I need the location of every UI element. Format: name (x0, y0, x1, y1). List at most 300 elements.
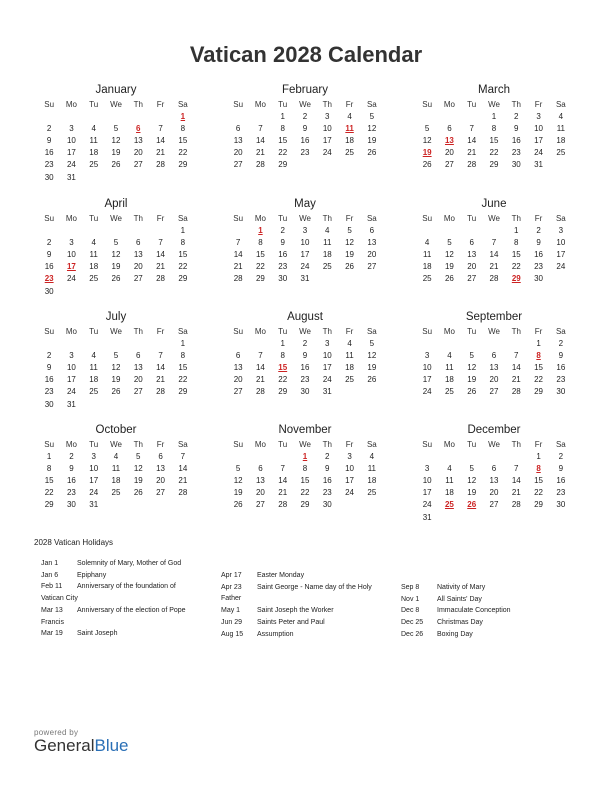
calendar-date: 16 (44, 375, 54, 385)
calendar-date: 6 (235, 351, 241, 361)
calendar-date: 6 (158, 452, 163, 462)
calendar-date: 15 (300, 476, 310, 486)
calendar-date: 12 (345, 238, 355, 248)
calendar-date: 13 (233, 136, 243, 146)
calendar-date: 4 (347, 112, 352, 122)
empty-cell (272, 451, 294, 463)
empty-cell (149, 338, 171, 350)
weekday-header: Sa (555, 440, 566, 449)
calendar-date: 23 (44, 387, 54, 397)
calendar-date: 22 (44, 488, 54, 498)
calendar-date: 3 (347, 452, 352, 462)
calendar-date: 27 (489, 500, 499, 510)
calendar-date: 4 (558, 112, 564, 122)
calendar-date: 26 (133, 488, 143, 498)
calendar-date: 26 (444, 274, 454, 284)
calendar-date: 5 (235, 464, 241, 474)
calendar-date: 29 (534, 500, 544, 510)
calendar-date: 17 (66, 148, 76, 158)
month-july (38, 310, 194, 411)
weekday-header: Fr (156, 214, 165, 223)
calendar-date: 14 (178, 464, 188, 474)
calendar-date: 19 (367, 363, 377, 373)
calendar-date: 27 (467, 274, 477, 284)
calendar-date: 25 (367, 488, 377, 498)
calendar-date: 11 (367, 464, 376, 474)
empty-cell (127, 338, 149, 350)
calendar-date: 10 (422, 363, 432, 373)
empty-cell (461, 338, 483, 350)
weekday-header: Su (44, 440, 55, 449)
calendar-date: 3 (424, 351, 430, 361)
calendar-date: 18 (422, 262, 432, 272)
calendar-date: 20 (489, 375, 499, 385)
brand-general: General (34, 736, 95, 755)
calendar-date: 8 (491, 124, 497, 134)
calendar-date: 16 (278, 250, 288, 260)
footer (34, 728, 129, 755)
calendar-date: 7 (280, 464, 285, 474)
generalblue-logo[interactable] (34, 737, 129, 755)
calendar-date: 10 (66, 363, 76, 373)
calendar-date: 4 (369, 452, 375, 462)
calendar-date: 17 (89, 476, 99, 486)
calendar-date: 8 (302, 464, 308, 474)
calendar-date: 17 (300, 250, 310, 260)
holidays-title: 2028 Vatican Holidays (34, 538, 114, 547)
calendar-date: 14 (511, 476, 521, 486)
calendar-date: 10 (66, 136, 76, 146)
weekday-header: We (110, 100, 122, 109)
calendar-date: 14 (255, 136, 265, 146)
calendar-date: 30 (44, 399, 54, 409)
calendar-date: 22 (255, 262, 265, 272)
calendar-date: 12 (133, 464, 143, 474)
calendar-date: 23 (300, 148, 310, 158)
calendar-date: 27 (489, 387, 499, 397)
calendar-date: 24 (322, 148, 332, 158)
weekday-header: Th (511, 214, 521, 223)
weekday-header: Th (322, 327, 332, 336)
weekday-header: Tu (89, 214, 99, 223)
calendar-date: 20 (467, 262, 477, 272)
calendar-date: 31 (322, 387, 332, 397)
calendar-date: 24 (345, 488, 355, 498)
weekday-header: Th (133, 100, 143, 109)
calendar-date: 28 (178, 488, 188, 498)
calendar-date: 3 (558, 226, 564, 236)
weekday-header: Fr (345, 327, 354, 336)
holiday-name: Assumption (257, 630, 294, 638)
calendar-date: 30 (278, 274, 288, 284)
calendar-date: 4 (424, 238, 430, 248)
weekday-header: Tu (89, 327, 99, 336)
calendar-date: 10 (322, 351, 332, 361)
empty-cell (416, 111, 438, 123)
month-day-grid (416, 326, 572, 399)
month-name: December (467, 424, 521, 436)
weekday-header: Sa (555, 100, 566, 109)
month-name: August (287, 311, 323, 323)
holiday-row (401, 605, 561, 617)
weekday-header: Sa (177, 100, 188, 109)
calendar-date: 26 (111, 387, 121, 397)
calendar-date: 24 (422, 500, 432, 510)
calendar-date: 22 (300, 488, 310, 498)
calendar-date: 20 (133, 262, 143, 272)
calendar-date: 16 (534, 250, 544, 260)
calendar-date: 27 (133, 387, 143, 397)
weekday-header: Su (233, 440, 244, 449)
empty-cell (438, 111, 460, 123)
holiday-date-label: Mar 13 (41, 606, 63, 614)
holiday-date: 1 (180, 112, 186, 122)
weekday-header: Sa (177, 214, 188, 223)
holiday-name (64, 617, 201, 629)
calendar-date: 14 (511, 363, 521, 373)
calendar-date: 8 (46, 464, 52, 474)
empty-cell (438, 451, 460, 463)
weekday-header: Mo (65, 327, 77, 336)
calendar-date: 30 (556, 500, 566, 510)
holiday-date-label: Nov 1 (401, 595, 420, 603)
holiday-row (41, 581, 201, 593)
weekday-header: Sa (177, 440, 188, 449)
calendar-date: 21 (489, 262, 499, 272)
calendar-date: 9 (558, 464, 564, 474)
empty-cell (127, 225, 149, 237)
calendar-date: 5 (113, 351, 119, 361)
calendar-date: 26 (111, 160, 121, 170)
calendar-date: 3 (91, 452, 96, 462)
weekday-header: Su (422, 100, 433, 109)
calendar-date: 9 (536, 238, 541, 248)
calendar-date: 6 (136, 238, 141, 248)
calendar-date: 18 (556, 136, 566, 146)
calendar-date: 2 (325, 452, 330, 462)
holiday-row (221, 605, 381, 617)
calendar-date: 10 (345, 464, 355, 474)
calendar-date: 15 (489, 136, 499, 146)
calendar-date: 26 (367, 148, 377, 158)
calendar-date: 3 (69, 351, 74, 361)
empty-cell (505, 451, 527, 463)
calendar-date: 24 (300, 262, 310, 272)
calendar-date: 17 (345, 476, 355, 486)
month-day-grid (227, 439, 383, 512)
calendar-date: 5 (347, 226, 352, 236)
calendar-date: 7 (158, 238, 163, 248)
calendar-date: 6 (491, 351, 497, 361)
calendar-date: 7 (491, 238, 497, 248)
calendar-date: 25 (345, 375, 355, 385)
calendar-date: 2 (46, 124, 52, 134)
empty-cell (83, 225, 105, 237)
calendar-date: 11 (345, 351, 354, 361)
holiday-row (221, 593, 381, 605)
calendar-date: 1 (180, 339, 186, 349)
holiday-row (41, 593, 201, 605)
calendar-date: 12 (467, 476, 477, 486)
weekday-header: Th (133, 327, 143, 336)
weekday-header: Su (422, 327, 433, 336)
holiday-name: Saint Joseph the Worker (257, 607, 334, 615)
calendar-date: 1 (514, 226, 519, 236)
month-name: October (95, 424, 137, 436)
calendar-date: 21 (255, 148, 265, 158)
calendar-date: 11 (89, 136, 98, 146)
calendar-date: 4 (91, 124, 96, 134)
calendar-date: 5 (469, 351, 474, 361)
holiday-date: 6 (136, 124, 141, 134)
calendar-date: 11 (323, 238, 332, 248)
calendar-date: 13 (133, 363, 143, 373)
calendar-date: 9 (69, 464, 74, 474)
weekday-header: Mo (254, 100, 266, 109)
weekday-header: Th (511, 440, 521, 449)
month-day-grid (416, 439, 572, 524)
calendar-date: 1 (491, 112, 497, 122)
calendar-date: 21 (156, 375, 166, 385)
calendar-date: 20 (233, 375, 243, 385)
weekday-header: Mo (65, 100, 77, 109)
calendar-date: 14 (156, 136, 166, 146)
calendar-date: 9 (558, 351, 564, 361)
calendar-date: 28 (156, 387, 166, 397)
calendar-date: 16 (66, 476, 76, 486)
empty-cell (38, 225, 60, 237)
calendar-date: 21 (511, 375, 521, 385)
calendar-date: 31 (534, 160, 544, 170)
calendar-date: 27 (156, 488, 166, 498)
calendar-date: 30 (44, 286, 54, 296)
weekday-header: Su (44, 100, 55, 109)
weekday-header: Th (511, 327, 521, 336)
calendar-date: 7 (180, 452, 186, 462)
holiday-row (401, 629, 561, 641)
weekday-header: Mo (254, 327, 266, 336)
calendar-date: 16 (556, 363, 566, 373)
calendar-date: 20 (489, 488, 499, 498)
calendar-date: 29 (178, 274, 188, 284)
calendar-date: 7 (469, 124, 474, 134)
holiday-date: 17 (66, 262, 76, 272)
calendar-date: 8 (180, 351, 186, 361)
calendar-date: 25 (345, 148, 355, 158)
calendar-date: 19 (345, 250, 355, 260)
calendar-date: 5 (369, 112, 375, 122)
weekday-header: We (299, 440, 311, 449)
calendar-date: 13 (255, 476, 265, 486)
calendar-date: 23 (556, 488, 566, 498)
calendar-date: 29 (278, 387, 288, 397)
calendar-date: 19 (233, 488, 243, 498)
calendar-date: 20 (367, 250, 377, 260)
calendar-date: 18 (444, 375, 454, 385)
empty-cell (461, 225, 483, 237)
calendar-date: 17 (322, 363, 332, 373)
calendar-date: 26 (367, 375, 377, 385)
calendar-date: 14 (489, 250, 499, 260)
calendar-date: 9 (280, 238, 285, 248)
calendar-date: 2 (69, 452, 74, 462)
weekday-header: Fr (156, 327, 165, 336)
weekday-header: Mo (254, 440, 266, 449)
weekday-header: We (110, 214, 122, 223)
holiday-date: 13 (444, 136, 454, 146)
weekday-header: Mo (254, 214, 266, 223)
calendar-date: 25 (89, 274, 99, 284)
calendar-date: 3 (325, 112, 330, 122)
weekday-header: Tu (467, 100, 477, 109)
calendar-date: 17 (422, 488, 432, 498)
calendar-date: 4 (325, 226, 330, 236)
weekday-header: Fr (534, 327, 543, 336)
holiday-name: Immaculate Conception (437, 607, 511, 615)
calendar-date: 24 (422, 387, 432, 397)
weekday-header: Sa (555, 327, 566, 336)
calendar-date: 2 (536, 226, 541, 236)
calendar-date: 22 (534, 488, 544, 498)
calendar-date: 10 (534, 124, 544, 134)
month-day-grid (227, 99, 383, 172)
weekday-header: Th (133, 214, 143, 223)
weekday-header: We (110, 327, 122, 336)
weekday-header: Th (322, 214, 332, 223)
calendar-date: 23 (44, 160, 54, 170)
calendar-date: 10 (300, 238, 310, 248)
calendar-date: 15 (534, 476, 544, 486)
calendar-date: 15 (511, 250, 521, 260)
calendar-date: 27 (233, 387, 243, 397)
calendar-date: 30 (44, 172, 54, 182)
calendar-date: 12 (111, 363, 121, 373)
calendar-date: 30 (300, 387, 310, 397)
calendar-date: 9 (325, 464, 330, 474)
holiday-row (221, 629, 381, 641)
calendar-date: 22 (278, 148, 288, 158)
calendar-date: 18 (444, 488, 454, 498)
calendar-date: 1 (280, 339, 285, 349)
calendar-date: 7 (258, 351, 263, 361)
holiday-date-label: Dec 26 (401, 630, 424, 638)
calendar-date: 29 (534, 387, 544, 397)
calendar-date: 22 (534, 375, 544, 385)
empty-cell (149, 225, 171, 237)
calendar-date: 19 (111, 375, 121, 385)
calendar-date: 7 (514, 464, 519, 474)
holiday-name (241, 593, 381, 605)
holiday-row (401, 617, 561, 629)
weekday-header: We (488, 214, 500, 223)
holiday-row (41, 605, 201, 617)
holiday-list-col1 (41, 558, 201, 640)
calendar-date: 24 (89, 488, 99, 498)
calendar-date: 9 (46, 136, 52, 146)
weekday-header: Su (233, 214, 244, 223)
holiday-date-label: Feb 11 (41, 583, 63, 591)
calendar-date: 18 (345, 363, 355, 373)
holiday-date: 23 (44, 274, 54, 284)
weekday-header: Sa (366, 214, 377, 223)
calendar-date: 11 (445, 476, 454, 486)
calendar-date: 23 (300, 375, 310, 385)
calendar-date: 28 (255, 160, 265, 170)
calendar-date: 28 (511, 387, 521, 397)
calendar-date: 26 (111, 274, 121, 284)
weekday-header: Tu (89, 100, 99, 109)
calendar-date: 16 (44, 262, 54, 272)
calendar-date: 17 (322, 136, 332, 146)
calendar-date: 15 (178, 136, 188, 146)
holiday-name: Christmas Day (437, 619, 483, 627)
calendar-date: 19 (367, 136, 377, 146)
weekday-header: Tu (89, 440, 99, 449)
weekday-header: Mo (65, 214, 77, 223)
calendar-date: 8 (180, 124, 186, 134)
empty-cell (38, 111, 60, 123)
calendar-date: 5 (113, 238, 119, 248)
calendar-date: 30 (556, 387, 566, 397)
calendar-date: 29 (44, 500, 54, 510)
weekday-header: Tu (278, 214, 288, 223)
calendar-date: 14 (156, 363, 166, 373)
empty-cell (38, 338, 60, 350)
calendar-date: 15 (534, 363, 544, 373)
empty-cell (227, 111, 249, 123)
calendar-date: 16 (44, 148, 54, 158)
holiday-date-label: Vatican City (41, 595, 78, 603)
empty-cell (83, 111, 105, 123)
weekday-header: Fr (345, 100, 354, 109)
holiday-row (401, 582, 561, 594)
calendar-date: 16 (322, 476, 332, 486)
calendar-date: 16 (556, 476, 566, 486)
month-name: July (105, 311, 127, 323)
calendar-date: 31 (300, 274, 310, 284)
calendar-date: 21 (178, 476, 188, 486)
holiday-date: 8 (536, 464, 541, 474)
calendar-date: 2 (280, 226, 285, 236)
weekday-header: Su (422, 214, 433, 223)
month-january (38, 83, 194, 184)
calendar-date: 21 (233, 262, 243, 272)
calendar-date: 6 (469, 238, 474, 248)
holiday-row (41, 558, 201, 570)
weekday-header: Tu (467, 440, 477, 449)
calendar-date: 20 (444, 148, 454, 158)
calendar-date: 24 (66, 274, 76, 284)
calendar-date: 27 (233, 160, 243, 170)
calendar-date: 20 (255, 488, 265, 498)
calendar-date: 31 (422, 512, 432, 522)
weekday-header: Sa (366, 327, 377, 336)
calendar-date: 13 (367, 238, 377, 248)
holiday-date-label: Father (221, 595, 242, 603)
weekday-header: Mo (65, 440, 77, 449)
empty-cell (227, 338, 249, 350)
calendar-date: 9 (302, 124, 308, 134)
calendar-date: 8 (258, 238, 263, 248)
holiday-name: Epiphany (77, 571, 107, 579)
calendar-date: 11 (89, 250, 98, 260)
weekday-header: Tu (467, 327, 477, 336)
page-title: Vatican 2028 Calendar (189, 42, 423, 67)
calendar-date: 21 (511, 488, 521, 498)
calendar-date: 22 (178, 148, 188, 158)
weekday-header: Tu (278, 440, 288, 449)
calendar-date: 3 (536, 112, 541, 122)
